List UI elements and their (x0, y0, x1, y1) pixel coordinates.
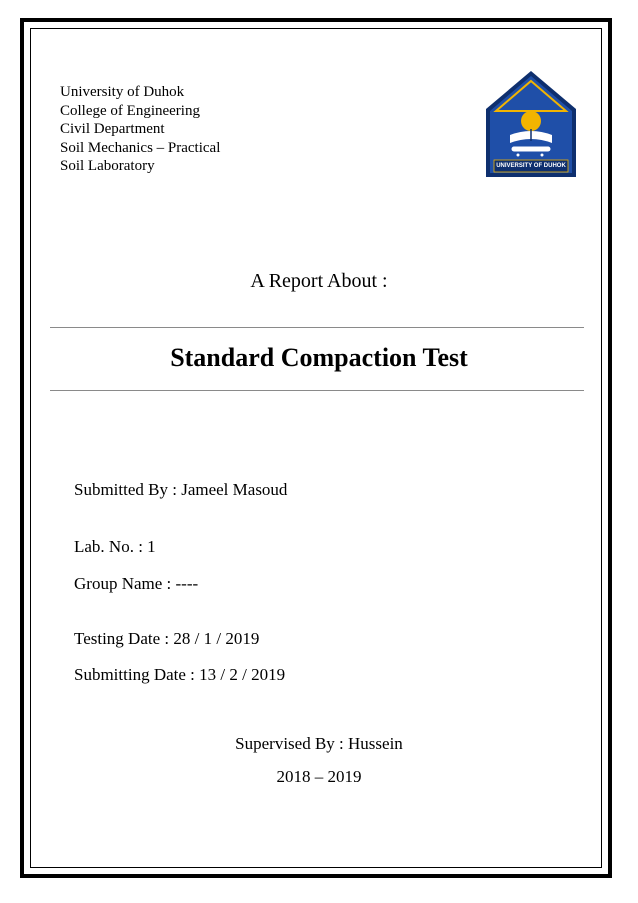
university-line: University of Duhok (60, 84, 185, 100)
department-line: Civil Department (60, 121, 165, 138)
course-line: Soil Mechanics – Practical (60, 139, 221, 156)
supervised-by: Supervised By : Hussein (235, 734, 403, 753)
college-line: College of Engineering (60, 102, 200, 119)
report-intro: A Report About : (250, 270, 388, 292)
title-top-rule (50, 327, 584, 328)
group-name: Group Name : ---- (74, 574, 199, 593)
title-bottom-rule (50, 390, 584, 391)
academic-year: 2018 – 2019 (276, 767, 362, 786)
submitted-by: Submitted By : Jameel Masoud (74, 480, 288, 499)
logo-banner-text: UNIVERSITY OF DUHOK (496, 163, 566, 169)
report-title: Standard Compaction Test (170, 343, 468, 372)
university-logo (484, 69, 578, 179)
testing-date: Testing Date : 28 / 1 / 2019 (74, 629, 260, 648)
submitting-date: Submitting Date : 13 / 2 / 2019 (74, 665, 286, 684)
institution-header (60, 83, 220, 176)
laboratory-line: Soil Laboratory (60, 158, 155, 175)
lab-number: Lab. No. : 1 (74, 537, 156, 556)
